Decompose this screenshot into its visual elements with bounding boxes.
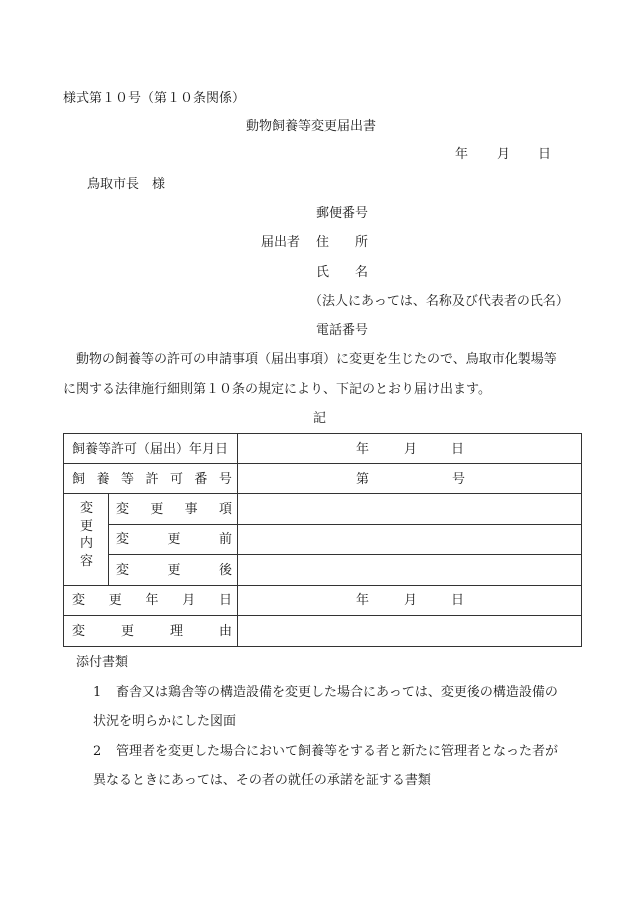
change-date-day: 日 xyxy=(451,593,465,608)
name-label-2: 名 xyxy=(355,265,369,280)
date-day-label: 日 xyxy=(538,147,552,162)
name-label-1: 氏 xyxy=(316,265,330,280)
table-rule xyxy=(237,434,238,646)
change-date-label: 変 更 年 月 日 xyxy=(72,593,232,608)
postal-code-label: 郵便番号 xyxy=(316,206,369,221)
permit-number-dai: 第 xyxy=(356,472,370,487)
before-change-label: 変 更 前 xyxy=(116,532,232,547)
change-date-year: 年 xyxy=(356,593,370,608)
table-rule xyxy=(108,493,109,585)
table-rule xyxy=(64,615,581,616)
permit-date-month: 月 xyxy=(404,442,418,457)
ki-label: 記 xyxy=(313,411,327,426)
after-change-label: 変 更 後 xyxy=(116,563,232,578)
change-date-month: 月 xyxy=(404,593,418,608)
form-number: 様式第１０号（第１０条関係） xyxy=(63,91,246,106)
body-line-1: 動物の飼養等の許可の申請事項（届出事項）に変更を生じたので、鳥取市化製場等 xyxy=(76,352,557,367)
permit-number-label: 飼 養 等 許 可 番 号 xyxy=(72,472,232,487)
attachment-2-line-1: 管理者を変更した場合において飼養等をする者と新たに管理者となった者が xyxy=(116,744,559,759)
attachment-2-number: 2 xyxy=(93,744,102,759)
attachment-1-number: 1 xyxy=(93,685,102,700)
attachment-1-line-1: 畜舎又は鶏舎等の構造設備を変更した場合にあっては、変更後の構造設備の xyxy=(116,685,558,700)
document-title: 動物飼養等変更届出書 xyxy=(246,119,377,134)
change-reason-label: 変 更 理 由 xyxy=(72,624,232,639)
change-details-label: 変 更 内 容 xyxy=(80,501,94,569)
table-rule xyxy=(64,493,581,494)
attachments-heading: 添付書類 xyxy=(76,655,129,670)
phone-number-label: 電話番号 xyxy=(316,323,369,338)
applicant-label: 届出者 xyxy=(261,235,301,250)
date-month-label: 月 xyxy=(497,147,511,162)
permit-number-go: 号 xyxy=(452,472,466,487)
address-label-1: 住 xyxy=(316,235,330,250)
change-item-label: 変 更 事 項 xyxy=(116,502,232,517)
change-details-table xyxy=(63,433,582,647)
permit-date-year: 年 xyxy=(356,442,370,457)
permit-date-label: 飼養等許可（届出）年月日 xyxy=(72,442,229,457)
table-rule xyxy=(64,585,581,586)
permit-date-day: 日 xyxy=(451,442,465,457)
table-rule xyxy=(108,554,581,555)
address-label-2: 所 xyxy=(355,235,369,250)
attachment-2-line-2: 異なるときにあっては、その者の就任の承諾を証する書類 xyxy=(93,773,431,788)
addressee: 鳥取市長 様 xyxy=(87,177,166,192)
table-rule xyxy=(108,524,581,525)
body-line-2: に関する法律施行細則第１０条の規定により、下記のとおり届け出ます。 xyxy=(63,382,491,397)
corporate-note: （法人にあっては、名称及び代表者の氏名） xyxy=(309,294,569,309)
table-rule xyxy=(64,463,581,464)
date-year-label: 年 xyxy=(455,147,469,162)
attachment-1-line-2: 状況を明らかにした図面 xyxy=(93,714,237,729)
